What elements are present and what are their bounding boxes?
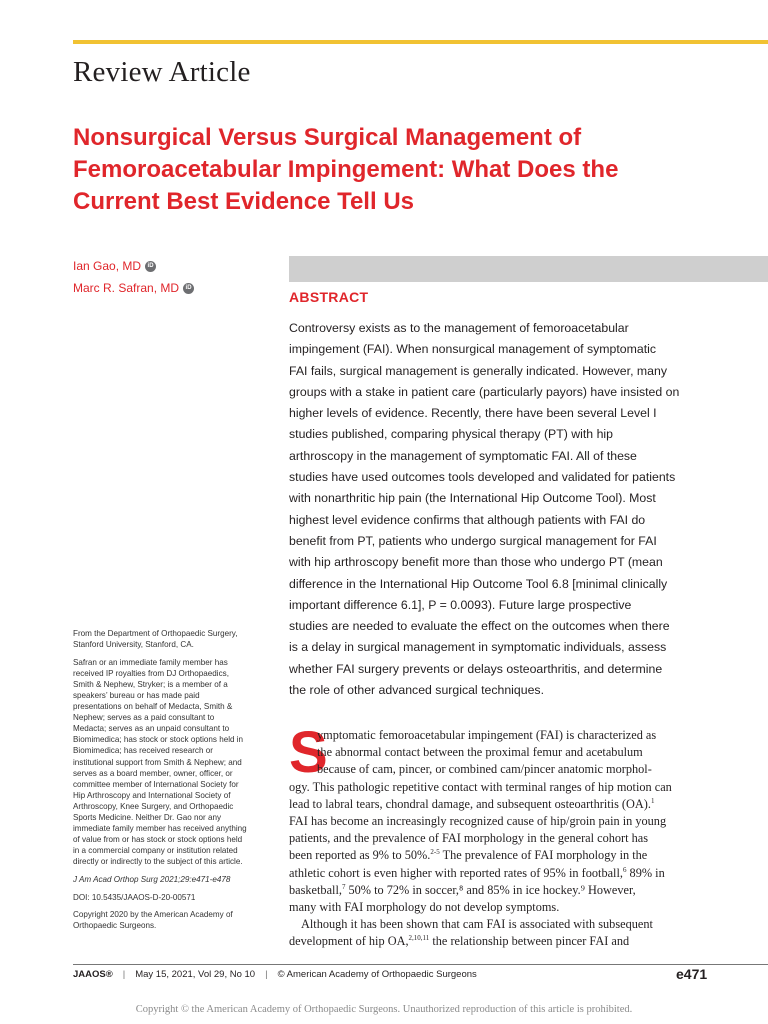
body-line: the abnormal contact between the proximal femur and acetabulum	[317, 745, 643, 760]
affiliation-line: Stanford University, Stanford, CA.	[73, 640, 194, 650]
body-line: lead to labral tears, chondral damage, and subsequent osteoarthritis (OA).$^1$	[289, 796, 655, 811]
disclosure-line: immediate family member has received anything	[73, 824, 247, 834]
abstract-line: FAI fails, surgical management is generally indicated. However, many	[289, 363, 667, 378]
footer-separator: |	[265, 969, 268, 980]
page-number: e471	[676, 966, 708, 982]
disclosure-line: speakers’ bureau or has made paid	[73, 690, 200, 700]
doi[interactable]: DOI: 10.5435/JAAOS-D-20-00571	[73, 892, 196, 902]
abstract-line: Controversy exists as to the management of femoroacetabular	[289, 321, 629, 335]
abstract-line: higher levels of evidence. Recently, there have been several Level I	[289, 406, 657, 421]
body-line: basketball,$^7$ 50% to 72% in soccer,⁸ and 85% in ice hockey.⁹ However,	[289, 882, 636, 897]
disclosure-line: in a commercial company or institution related	[73, 846, 238, 856]
abstract-line: difference in the International Hip Outcome Tool 6.8 [minimal clinically	[289, 576, 668, 591]
body-line: patients, and the prevalence of FAI morphology in the general cohort has	[289, 831, 648, 846]
disclosure-line: committee member of International Society for	[73, 779, 239, 789]
disclosure	[73, 657, 273, 868]
disclosure-line: serves as a board member, owner, officer, or	[73, 768, 233, 778]
body-line: been reported as 9% to 50%.$^{2-5}$ The prevalence of FAI morphology in the	[289, 848, 648, 863]
abstract-line: arthroscopy in the management of symptomatic FAI. All of these	[289, 448, 637, 463]
author-name[interactable]: Marc R. Safran, MD	[73, 281, 180, 295]
abstract-line: studies published, comparing physical therapy (PT) with hip	[289, 427, 613, 442]
article-title: Nonsurgical Versus Surgical Management of Femoroacetabular Impingement: What Does the Current Best Evidence Tell Us	[73, 124, 619, 215]
copyright-line: Orthopaedic Surgeons.	[73, 921, 157, 931]
issue-info: May 15, 2021, Vol 29, No 10	[135, 969, 256, 980]
author-name[interactable]: Ian Gao, MD	[73, 259, 142, 273]
abstract-line: whether FAI surgery prevents or delays osteoarthritis, and determine	[289, 661, 663, 676]
citation-ref[interactable]: 6	[622, 865, 627, 874]
disclosure-line: institutional support from Smith & Nephew; and	[73, 757, 242, 767]
article-sidebar	[73, 628, 273, 938]
affiliation	[73, 628, 273, 650]
abstract-line: with nonarthritic hip pain (the International Hip Outcome Tool). Most	[289, 491, 656, 506]
author	[73, 277, 194, 299]
top-accent-rule	[73, 40, 768, 44]
drop-cap: S	[289, 720, 328, 785]
disclosure-line: Safran or an immediate family member has	[73, 657, 228, 667]
footer-rule	[73, 964, 768, 965]
disclosure-line: Biomimedica; has received research or	[73, 746, 213, 756]
body-line: Although it has been shown that cam FAI is associated with subsequent	[301, 917, 653, 932]
body-line: athletic cohort is even higher with reported rates of 95% in football,$^6$ 89% in	[289, 865, 665, 880]
disclosure-line: presentations on behalf of Medacta, Smith &	[73, 702, 233, 712]
disclosure-line: Arthroscopy, Knee Surgery, and Orthopaedic	[73, 801, 234, 811]
citation: J Am Acad Orthop Surg 2021;29:e471-e478	[73, 874, 231, 884]
abstract-line: studies are needed to evaluate the effect on the outcomes when there	[289, 619, 670, 634]
copyright-notice: Copyright © the American Academy of Orthopaedic Surgeons. Unauthorized reproduction of this article is prohibited.	[135, 1004, 633, 1015]
citation-ref[interactable]: 2,10,11	[408, 934, 430, 943]
citation-ref[interactable]: 1	[650, 796, 655, 805]
citation-ref[interactable]: 2-5	[430, 848, 440, 857]
page-footer	[73, 969, 706, 980]
body-line: FAI has become an increasingly recognized cause of hip/groin pain in young	[289, 814, 667, 829]
orcid-icon[interactable]: iD	[145, 261, 156, 272]
abstract-header-bar	[289, 256, 768, 282]
abstract-line: benefit from PT, patients who undergo surgical management for FAI	[289, 533, 657, 548]
disclosure-line: Nephew; serves as a paid consultant to	[73, 713, 215, 723]
disclosure-line: Medacta; serves as an unpaid consultant to	[73, 724, 230, 734]
author-list	[73, 255, 194, 299]
author	[73, 255, 194, 277]
sidebar-copyright	[73, 909, 273, 931]
abstract-line: the role of other advanced surgical techniques.	[289, 683, 544, 698]
abstract-line: impingement (FAI). When nonsurgical management of symptomatic	[289, 342, 657, 357]
abstract-line: studies have used outcomes tools developed and validated for patients	[289, 470, 676, 485]
body-line: many with FAI morphology do not develop symptoms.	[289, 900, 560, 915]
society-name: © American Academy of Orthopaedic Surgeons	[277, 969, 477, 980]
section-label: Review Article	[73, 56, 251, 88]
body-text	[289, 720, 768, 951]
orcid-icon[interactable]: iD	[183, 283, 194, 294]
abstract-line: important difference 6.1], P = 0.0093). Future large prospective	[289, 597, 632, 612]
abstract-heading: ABSTRACT	[289, 289, 369, 305]
disclosure-line: of value from or has stock or stock options held	[73, 835, 243, 845]
abstract-line: groups with a stake in patient care (particularly payors) have insisted on	[289, 384, 680, 399]
disclosure-line: Smith & Nephew, Stryker; is a member of a	[73, 679, 228, 689]
abstract-line: highest level evidence confirms that although patients with FAI do	[289, 512, 646, 527]
body-line: ymptomatic femoroacetabular impingement (FAI) is characterized as	[317, 728, 657, 742]
disclosure-line: Biomimedica; has stock or stock options held in	[73, 735, 244, 745]
citation-ref[interactable]: 7	[341, 882, 346, 891]
disclosure-line: Hip Arthroscopy and International Society of	[73, 790, 231, 800]
journal-name: JAAOS®	[73, 969, 113, 980]
disclosure-line: Sports Medicine. Neither Dr. Gao nor any	[73, 813, 222, 822]
affiliation-line: From the Department of Orthopaedic Surgery,	[73, 629, 238, 638]
disclosure-line: directly or indirectly to the subject of this article.	[73, 857, 243, 867]
abstract-text	[289, 318, 719, 701]
body-line: development of hip OA,$^{2,10,11}$ the relationship between pincer FAI and	[289, 934, 630, 949]
disclosure-line: received IP royalties from DJ Orthopaedics,	[73, 668, 229, 678]
abstract-line: with hip arthroscopy benefit more than those who undergo PT (mean	[289, 555, 663, 570]
footer-separator: |	[122, 969, 126, 980]
body-line: ogy. This pathologic repetitive contact with terminal ranges of hip motion can	[289, 779, 672, 794]
abstract-line: is a delay in surgical management in symptomatic individuals, assess	[289, 640, 667, 655]
copyright-line: Copyright 2020 by the American Academy of	[73, 910, 233, 920]
body-line: because of cam, pincer, or combined cam/pincer anatomic morphol-	[317, 762, 652, 777]
